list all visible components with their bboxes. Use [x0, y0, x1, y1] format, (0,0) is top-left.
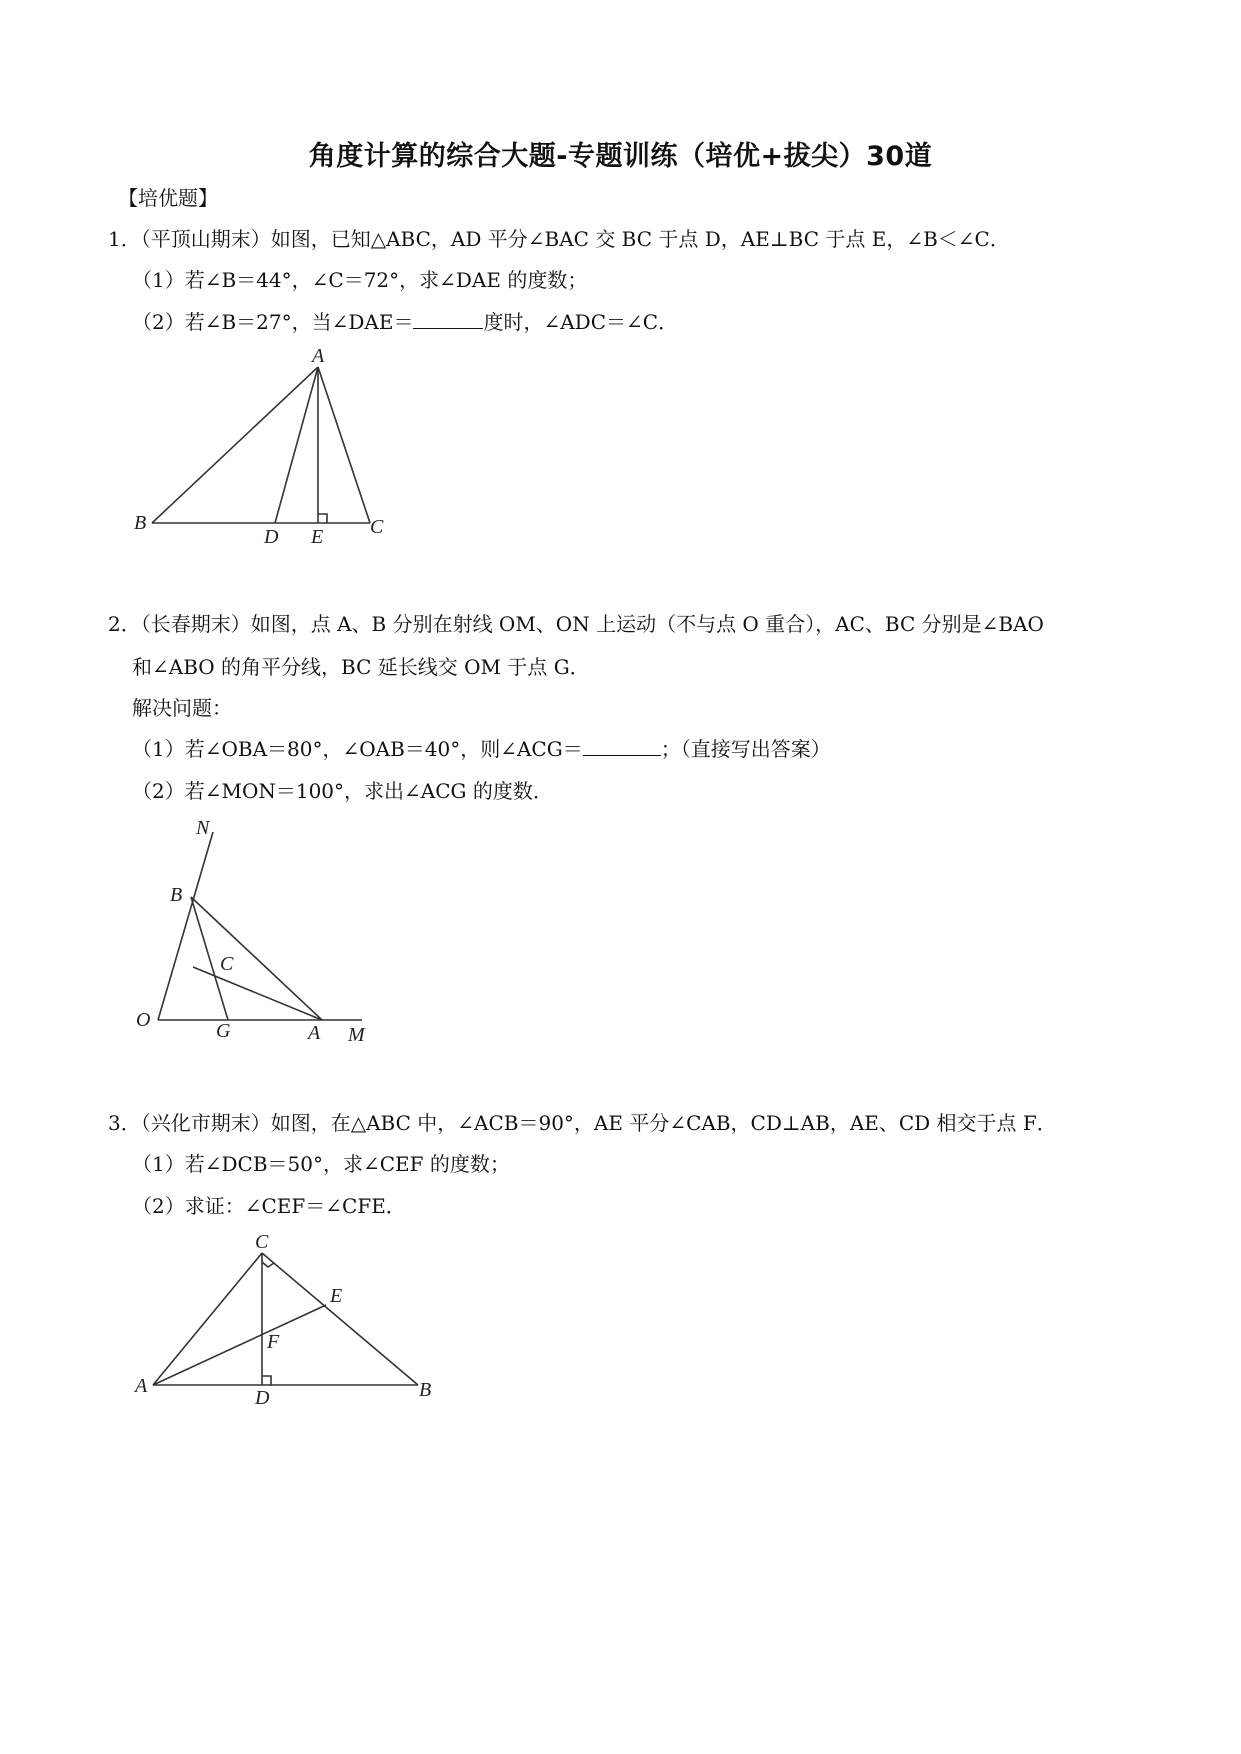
point-label-B: B: [170, 884, 183, 906]
problem-2-question-2: （2）若∠MON＝100°，求出∠ACG 的度数．: [132, 779, 553, 803]
page-title: 角度计算的综合大题-专题训练（培优+拔尖）30道: [308, 141, 933, 172]
problem-3-stem: 3．（兴化市期末）如图，在△ABC 中，∠ACB＝90°，AE 平分∠CAB，CD⊥AB，AE、CD 相交于点 F．: [108, 1111, 1057, 1135]
point-label-O: O: [136, 1009, 151, 1031]
problem-1-question-2-prefix: （2）若∠B＝27°，当∠DAE＝: [132, 310, 414, 334]
point-label-C: C: [255, 1231, 269, 1253]
point-label-D: D: [255, 1387, 270, 1409]
segment-AC: [153, 1253, 262, 1385]
point-label-C: C: [220, 953, 234, 975]
point-label-E: E: [311, 526, 324, 548]
point-label-M: M: [348, 1024, 365, 1046]
right-angle-mark-D: [262, 1376, 271, 1385]
section-heading: 【培优题】: [118, 186, 218, 210]
point-label-B: B: [134, 512, 147, 534]
problem-2-question-1-suffix: ；（直接写出答案）: [660, 737, 831, 761]
point-label-E: E: [330, 1285, 343, 1307]
right-angle-mark-C: [262, 1262, 274, 1267]
segment-BC: [262, 1253, 418, 1385]
segment-AE: [153, 1305, 326, 1385]
point-label-B: B: [419, 1379, 432, 1401]
point-label-F: F: [267, 1331, 280, 1353]
point-label-A: A: [308, 1022, 321, 1044]
problem-1-question-1: （1）若∠B＝44°，∠C＝72°，求∠DAE 的度数；: [132, 268, 588, 292]
point-label-A: A: [312, 345, 325, 367]
point-label-N: N: [196, 817, 210, 839]
point-label-A: A: [135, 1375, 148, 1397]
problem-2-intro: 解决问题：: [132, 696, 232, 720]
problem-3-question-2: （2）求证：∠CEF＝∠CFE．: [132, 1194, 406, 1218]
problem-2-stem-line-2: 和∠ABO 的角平分线，BC 延长线交 OM 于点 G．: [132, 655, 590, 679]
problem-2-stem-line-1: 2．（长春期末）如图，点 A、B 分别在射线 OM、ON 上运动（不与点 O 重合），AC、BC 分别是∠BAO: [108, 612, 1044, 636]
point-label-D: D: [264, 526, 279, 548]
point-label-G: G: [216, 1020, 231, 1042]
problem-3-question-1: （1）若∠DCB＝50°，求∠CEF 的度数；: [132, 1152, 510, 1176]
problem-1-stem: 1．（平顶山期末）如图，已知△ABC，AD 平分∠BAC 交 BC 于点 D，AE⊥BC 于点 E，∠B＜∠C．: [108, 227, 1010, 251]
point-label-C: C: [370, 516, 384, 538]
problem-1-question-2-suffix: 度时，∠ADC＝∠C．: [483, 310, 679, 334]
problem-2-question-1-prefix: （1）若∠OBA＝80°，∠OAB＝40°，则∠ACG＝: [132, 737, 583, 761]
